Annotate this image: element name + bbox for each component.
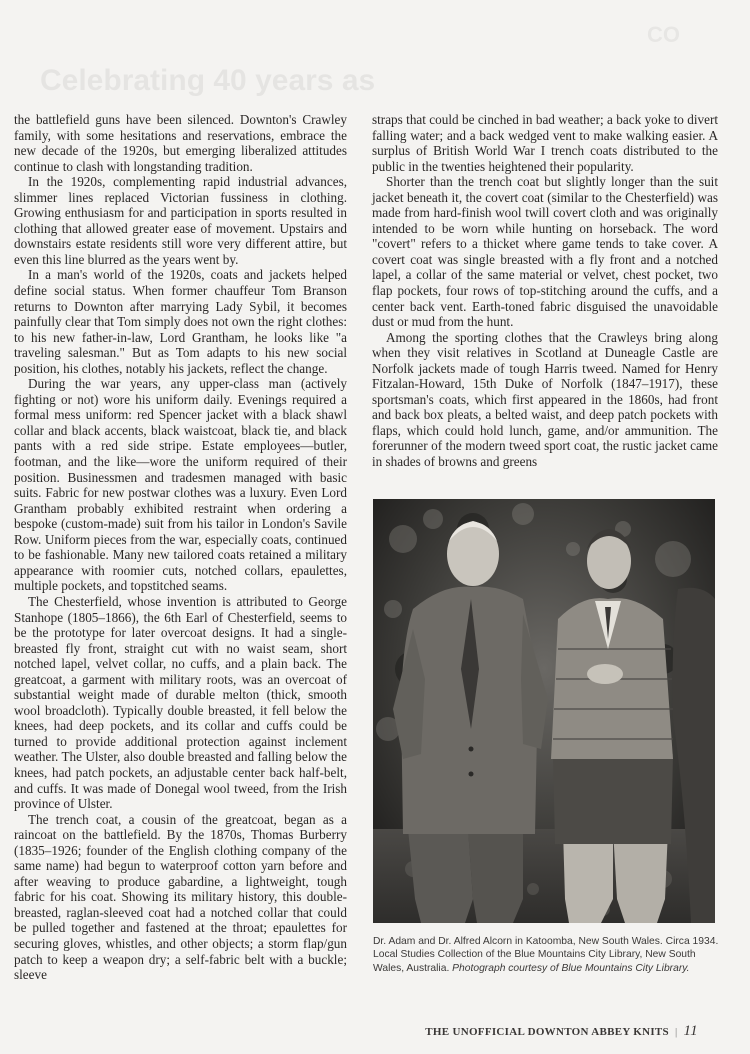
left-text-column [14,112,347,983]
paragraph: In a man's world of the 1920s, coats and jackets helped define social status. When former chauffeur Tom Branson returns to Downton after marrying Lady Sybil, it becomes painfully clear that Tom simply does not own the right clothes: to his new father-in-law, Lord Grantham, he looks like "a traveling salesman." But as Tom adapts to his new social position, his clothes, notably his jackets, reflect the change. [14,267,347,376]
paragraph: During the war years, any upper-class man (actively fighting or not) wore his uniform daily. Evenings required a formal mess uniform: red Spencer jacket with a black shawl collar and black accents, black waistcoat, black tie, and black pants with a red side stripe. Estate employees—butler, footman, and the like—wore the uniform required of their position. Businessmen and tradesmen managed with basic suits. Fabric for new postwar clothes was a luxury. Even Lord Grantham probably exhibited restraint when ordering a bespoke (custom-made) suit from his tailor in London's Savile Row. Uniform pieces from the war, especially coats, continued to be fashionable. Many new tailored coats retained a military appearance with roomier cuts, notched collars, epaulettes, multiple pockets, and topstitched seams. [14,376,347,594]
show-through-text-2: CO [647,22,680,47]
right-text-column [372,112,718,470]
footer-separator: | [674,1025,678,1038]
caption-text: Dr. Adam and Dr. Alfred Alcorn in Katoomba, New South Wales. Circa 1934. Local Studies Collection of the Blue Mountains City Library, New South Wales, Australia. [373,936,719,974]
page-footer [425,1023,698,1040]
historical-photograph [373,499,715,923]
page-number: 11 [683,1023,698,1039]
running-title: THE UNOFFICIAL DOWNTON ABBEY KNITS [425,1025,669,1038]
paragraph: The trench coat, a cousin of the greatcoat, began as a raincoat on the battlefield. By the 1870s, Thomas Burberry (1835–1926; founder of the English clothing company of the same name) had begun to waterproof cotton yarn before and after weaving to produce gabardine, a lightweight, tough fabric for his coat. Showing its military history, this double-breasted, raglan-sleeved coat had a notched collar that could be pulled together and fastened at the throat; epaulettes for securing gloves, whistles, and other objects; a storm flap/gun patch to keep a weapon dry; a self-fabric belt with a buckle; sleeve [14,811,347,983]
paragraph: Among the sporting clothes that the Crawleys bring along when they visit relatives in Scotland at Duneagle Castle are Norfolk jackets made of tough Harris tweed. Named for Henry Fitzalan-Howard, 15th Duke of Norfolk (1847–1917), these sportsman's coats, which first appeared in the 1860s, had front and back box pleats, a belted waist, and deep patch pockets with flaps, which could hold lunch, game, and/or ammunition. The forerunner of the modern tweed sport coat, the rustic jacket came in shades of browns and greens [372,329,718,470]
caption-credit: Photograph courtesy of Blue Mountains City Library. [452,962,690,974]
photo-caption [373,935,723,975]
paragraph: straps that could be cinched in bad weather; a back yoke to divert falling water; and a back wedged vent to make walking easier. A surplus of British World War I trench coats distributed to the public in the twenties heightened their popularity. [372,112,718,174]
paragraph: The Chesterfield, whose invention is attributed to George Stanhope (1805–1866), the 6th Earl of Chesterfield, seems to be the prototype for later overcoat designs. It had a single-breasted fly front, straight cut with no waist seam, short notched lapel, velvet collar, no cuffs, and a plain back. The greatcoat, a garment with military roots, was an overcoat of substantial weight made of durable melton (thick, smooth wool broadcloth). Typically double breasted, it fell below the knees, had deep pockets, and its collar and cuffs could be turned to provide additional protection against inclement weather. The Ulster, also double breasted and falling below the knees, had patch pockets, an adjustable center back half-belt, and cuffs. It was made of Donegal wool tweed, from the Irish province of Ulster. [14,593,347,812]
paragraph: the battlefield guns have been silenced. Downton's Crawley family, with some hesitations and reservations, embrace the new decade of the 1920s, but emerging liberalized attitudes continue to clash with longstanding tradition. [14,112,347,174]
paragraph: Shorter than the trench coat but slightly longer than the suit jacket beneath it, the covert coat (similar to the Chesterfield) was made from hard-finish wool twill covert cloth and was originally intended to be worn while hunting on horseback. The word "covert" refers to a thicket where game tends to take cover. A covert coat was single breasted with a fly front and a notched lapel, a collar of the same material or velvet, chest pocket, two flap pockets, four rows of top-stitching around the cuffs, and a center back vent. Earth-toned fabric disguised the unavoidable dust or mud from the hunt. [372,174,718,330]
paragraph: In the 1920s, complementing rapid industrial advances, slimmer lines replaced Victorian fussiness in clothing. Growing enthusiasm for and participation in sports resulted in clothing that allowed greater ease of movement. Upstairs and downstairs estate residents still wore very different attire, but even this line blurred as the years went by. [14,174,347,267]
show-through-text: Celebrating 40 years as [40,64,376,97]
